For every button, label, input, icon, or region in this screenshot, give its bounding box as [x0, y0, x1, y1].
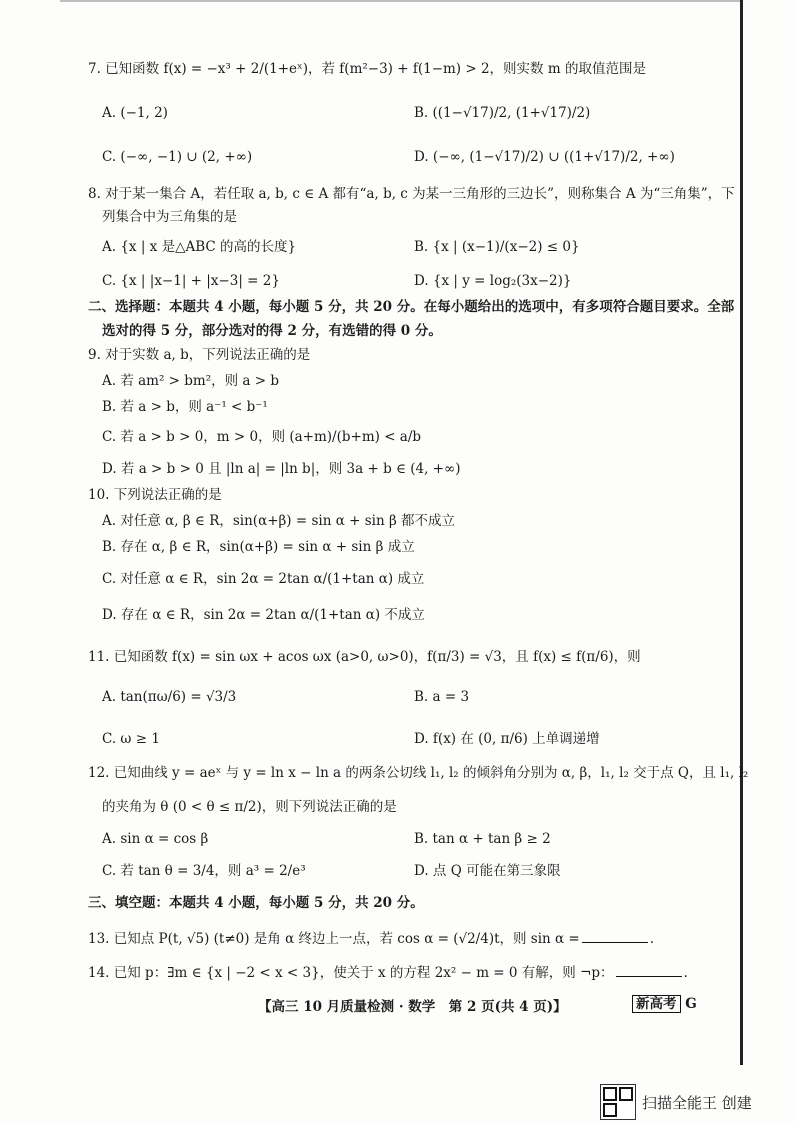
line-text: D. f(x) 在 (0, π/6) 上单调递增: [414, 731, 600, 747]
text-line-q10d: [102, 606, 425, 624]
text-line-q12d: [414, 862, 561, 880]
text-line-q10: [88, 486, 222, 504]
text-line-q9c: [102, 428, 421, 446]
line-text: A. 若 am² > bm²，则 a > b: [102, 373, 280, 389]
text-line-q11d: [414, 730, 600, 748]
text-line-q12: [88, 764, 748, 782]
text-line-q12b: [102, 798, 397, 816]
text-line-q9b: [102, 398, 268, 416]
text-line-q12bb: [414, 830, 551, 848]
text-line-sec3: [88, 894, 424, 912]
text-line-q8b2: [102, 208, 237, 226]
exam-type-box: 新高考: [632, 995, 681, 1013]
line-text: B. 存在 α, β ∈ R，sin(α+β) = sin α + sin β 成立: [102, 539, 415, 555]
text-line-q13: 13. 已知点 P(t, √5) (t≠0) 是角 α 终边上一点，若 cos α = (√2/4)t，则 sin α = .: [88, 928, 654, 948]
text-line-q9d: [102, 460, 461, 478]
line-text: C. {x | |x−1| + |x−3| = 2}: [102, 273, 280, 289]
text-line-q10c: [102, 570, 424, 588]
line-text: A. sin α = cos β: [102, 831, 209, 847]
line-text: C. 对任意 α ∈ R，sin 2α = 2tan α/(1+tan α) 成立: [102, 571, 425, 587]
scanner-text: 扫描全能王 创建: [642, 1093, 752, 1112]
text-line-q11a: [102, 688, 236, 706]
text-line-q12a: [102, 830, 208, 848]
text-line-q7c: [102, 148, 252, 166]
line-text: 选对的得 5 分，部分选对的得 2 分，有选错的得 0 分。: [102, 323, 442, 339]
text-line-q9a: [102, 372, 279, 390]
answer-blank[interactable]: [616, 962, 682, 977]
line-text: 7. 已知函数 f(x) = −x³ + 2/(1+eˣ)，若 f(m²−3) + f(1−m) > 2，则实数 m 的取值范围是: [88, 61, 646, 77]
line-text: C. (−∞, −1) ∪ (2, +∞): [102, 149, 253, 165]
line-text: D. {x | y = log₂(3x−2)}: [414, 273, 572, 289]
text-line-q8a: [102, 238, 296, 256]
exam-version-letter: G: [685, 996, 697, 1012]
page-footer: 【高三 10 月质量检测 · 数学 第 2 页(共 4 页)】: [258, 999, 567, 1015]
line-text: A. (−1, 2): [102, 105, 168, 121]
line-text: C. 若 tan θ = 3/4，则 a³ = 2/e³: [102, 863, 306, 879]
line-text: C. ω ≥ 1: [102, 731, 160, 747]
line-text: 8. 对于某一集合 A，若任取 a, b, c ∈ A 都有“a, b, c 为某一三角形的三边长”，则称集合 A 为“三角集”，下: [88, 186, 735, 202]
scanner-watermark: [600, 1084, 752, 1120]
text-line-q11: [88, 648, 641, 666]
text-line-q7: [88, 60, 646, 78]
line-text: 12. 已知曲线 y = aeˣ 与 y = ln x − ln a 的两条公切线 l₁, l₂ 的倾斜角分别为 α, β，l₁, l₂ 交于点 Q，且 l₁, l₂: [88, 765, 749, 781]
line-text: D. 若 a > b > 0 且 |ln a| = |ln b|，则 3a + b ∈ (4, +∞): [102, 461, 461, 477]
answer-blank[interactable]: [582, 928, 648, 943]
line-text: 二、选择题：本题共 4 小题，每小题 5 分，共 20 分。在每小题给出的选项中，有多项符合题目要求。全部: [88, 299, 735, 315]
line-text: 11. 已知函数 f(x) = sin ωx + acos ωx (a>0, ω>0)，f(π/3) = √3，且 f(x) ≤ f(π/6)，则: [88, 649, 641, 665]
line-text: B. 若 a > b，则 a⁻¹ < b⁻¹: [102, 399, 268, 415]
text-line-q8d: [414, 272, 572, 290]
qr-code-icon: [600, 1084, 636, 1120]
text-line-q8: [88, 185, 735, 203]
text-line-q8c: [102, 272, 280, 290]
line-text: 13. 已知点 P(t, √5) (t≠0) 是角 α 终边上一点，若 cos α = (√2/4)t，则 sin α =: [88, 931, 580, 947]
line-text: 三、填空题：本题共 4 小题，每小题 5 分，共 20 分。: [88, 895, 424, 911]
line-text: B. ((1−√17)/2, (1+√17)/2): [414, 105, 591, 121]
line-text: 的夹角为 θ (0 < θ ≤ π/2)，则下列说法正确的是: [102, 799, 397, 815]
text-line-q7a: [102, 104, 168, 122]
text-line-q14: 14. 已知 p：∃m ∈ {x | −2 < x < 3}，使关于 x 的方程 2x² − m = 0 有解，则 ¬p： .: [88, 962, 688, 982]
line-text: D. 存在 α ∈ R，sin 2α = 2tan α/(1+tan α) 不成立: [102, 607, 425, 623]
line-text: B. a = 3: [414, 689, 470, 705]
line-text: 9. 对于实数 a, b，下列说法正确的是: [88, 347, 311, 363]
text-line-sec2: [88, 298, 734, 316]
line-text: D. 点 Q 可能在第三象限: [414, 863, 561, 879]
text-line-q10b: [102, 538, 415, 556]
text-line-q11c: [102, 730, 160, 748]
line-text: 14. 已知 p：∃m ∈ {x | −2 < x < 3}，使关于 x 的方程 2x² − m = 0 有解，则 ¬p：: [88, 965, 614, 981]
text-line-q10a: [102, 512, 455, 530]
line-text: 列集合中为三角集的是: [102, 209, 237, 225]
line-text: A. {x | x 是△ABC 的高的长度}: [102, 239, 297, 255]
text-line-q7b: [414, 104, 590, 122]
text-line-q7d: [414, 148, 675, 166]
line-text: 10. 下列说法正确的是: [88, 487, 222, 503]
text-line-q9: [88, 346, 310, 364]
text-line-q8bb: [414, 238, 580, 256]
line-text: B. tan α + tan β ≥ 2: [414, 831, 551, 847]
line-text: B. {x | (x−1)/(x−2) ≤ 0}: [414, 239, 580, 255]
text-line-sec2b: [102, 322, 442, 340]
exam-tag: [632, 992, 697, 1012]
line-text: A. 对任意 α, β ∈ R，sin(α+β) = sin α + sin β 都不成立: [102, 513, 456, 529]
line-text: C. 若 a > b > 0，m > 0，则 (a+m)/(b+m) < a/b: [102, 429, 422, 445]
text-line-q11b: [414, 688, 469, 706]
text-line-q12c: [102, 862, 306, 880]
line-text: D. (−∞, (1−√17)/2) ∪ ((1+√17)/2, +∞): [414, 149, 675, 165]
line-text: A. tan(πω/6) = √3/3: [102, 689, 237, 705]
